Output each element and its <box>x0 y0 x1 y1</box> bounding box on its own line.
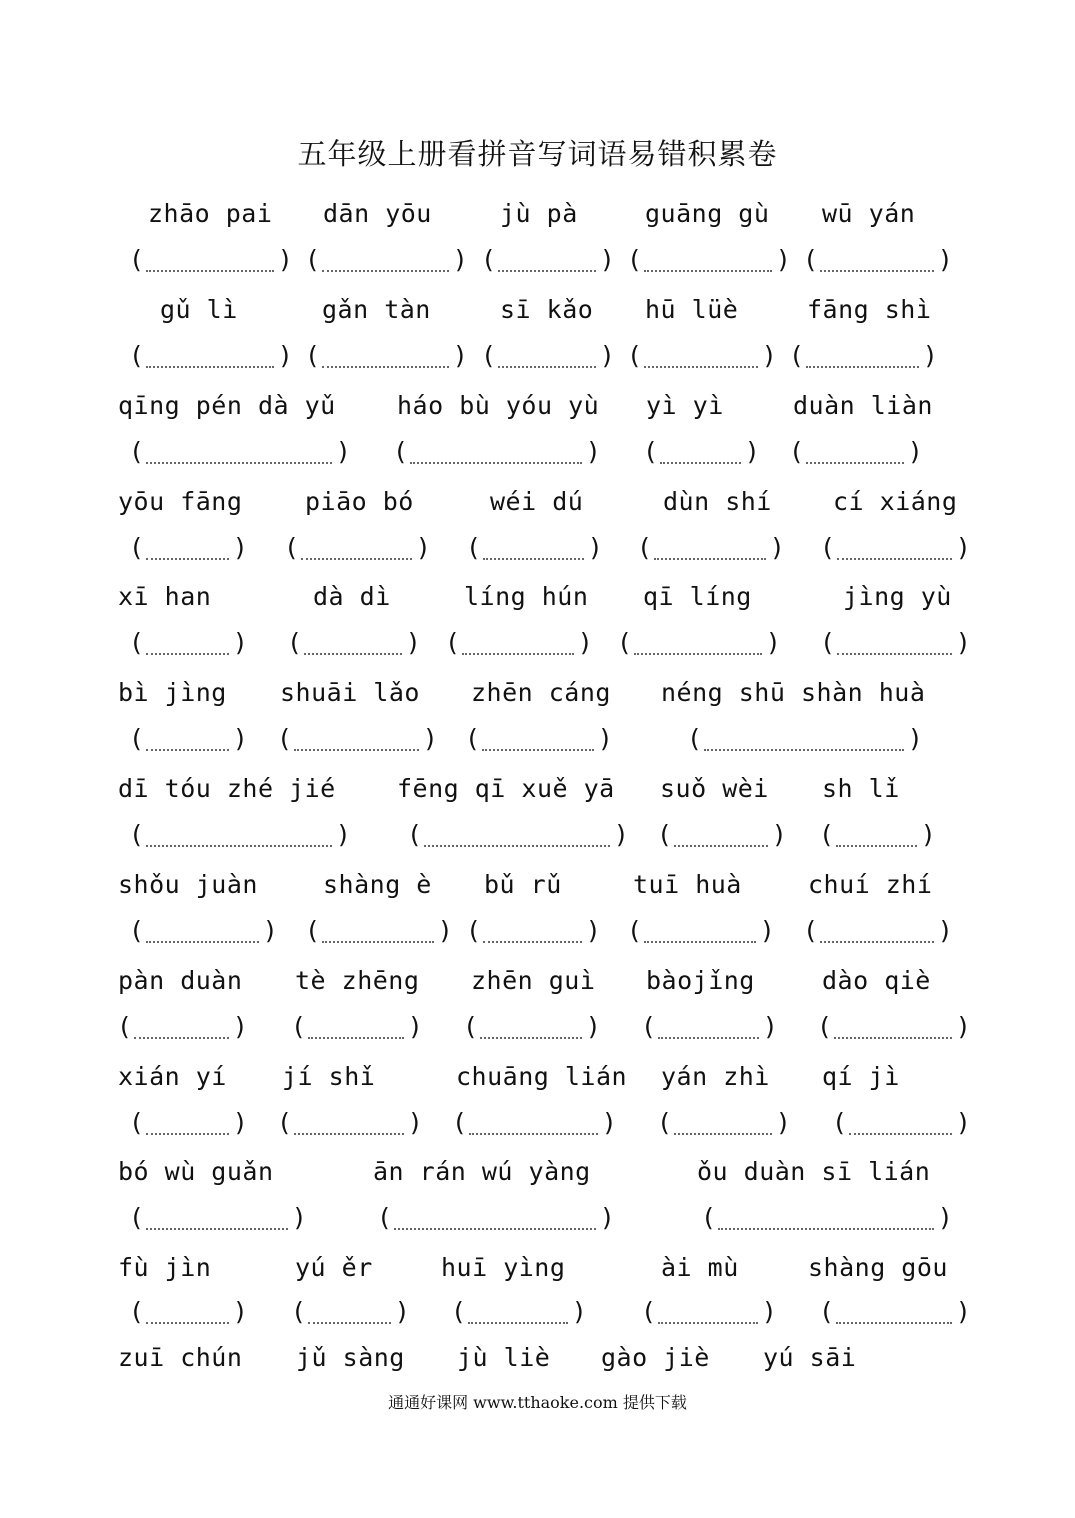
answer-blank[interactable] <box>308 1037 404 1039</box>
answer-blank[interactable] <box>294 749 419 751</box>
answer-blank[interactable] <box>146 845 332 847</box>
answer-blank[interactable] <box>146 653 229 655</box>
pinyin-word: shàng gōu <box>808 1253 948 1282</box>
answer-bracket-close: ) <box>958 1012 968 1041</box>
answer-blank[interactable] <box>834 1037 952 1039</box>
answer-blank[interactable] <box>806 366 919 368</box>
answer-blank[interactable] <box>410 462 582 464</box>
answer-blank[interactable] <box>146 558 229 560</box>
answer-bracket-close: ) <box>408 628 418 657</box>
answer-blank[interactable] <box>498 270 596 272</box>
pinyin-word: shǒu juàn <box>118 870 258 899</box>
answer-bracket-open: ( <box>644 1012 654 1041</box>
pinyin-row <box>0 1246 1075 1290</box>
answer-bracket-open: ( <box>132 820 142 849</box>
answer-bracket-close: ) <box>455 245 465 274</box>
pinyin-word: yōu fāng <box>118 487 243 516</box>
answer-bracket-close: ) <box>235 533 245 562</box>
pinyin-word: bǔ rǔ <box>484 870 562 899</box>
answer-bracket-close: ) <box>768 628 778 657</box>
answer-bracket-open: ( <box>290 628 300 657</box>
answer-bracket-close: ) <box>772 533 782 562</box>
pinyin-word: zhēn guì <box>471 966 596 995</box>
answer-bracket-close: ) <box>940 916 950 945</box>
pinyin-word: jǔ sàng <box>296 1343 405 1372</box>
answer-bracket-close: ) <box>747 437 757 466</box>
answer-blank[interactable] <box>462 653 574 655</box>
answer-blank[interactable] <box>394 1228 596 1230</box>
answer-bracket-close: ) <box>280 245 290 274</box>
pinyin-word: sī kǎo <box>500 295 594 324</box>
answer-bracket-open: ( <box>287 533 297 562</box>
answer-bracket-close: ) <box>235 724 245 753</box>
answer-bracket-close: ) <box>455 341 465 370</box>
answer-bracket-close: ) <box>397 1297 407 1326</box>
pinyin-word: dào qiè <box>822 966 931 995</box>
pinyin-word: qī líng <box>643 582 752 611</box>
answer-bracket-close: ) <box>235 1297 245 1326</box>
answer-bracket-close: ) <box>923 820 933 849</box>
answer-bracket-close: ) <box>580 628 590 657</box>
pinyin-word: wū yán <box>822 199 916 228</box>
pinyin-row <box>0 671 1075 715</box>
answer-blank[interactable] <box>654 558 766 560</box>
answer-bracket-close: ) <box>410 1108 420 1137</box>
answer-bracket-open: ( <box>469 533 479 562</box>
pinyin-word: duàn liàn <box>793 391 933 420</box>
answer-bracket-open: ( <box>660 820 670 849</box>
answer-bracket-open: ( <box>690 724 700 753</box>
answer-bracket-open: ( <box>468 724 478 753</box>
answer-bracket-close: ) <box>588 1012 598 1041</box>
answer-blank[interactable] <box>483 558 584 560</box>
answer-row <box>0 621 1075 665</box>
pinyin-word: gào jiè <box>601 1343 710 1372</box>
answer-blank[interactable] <box>146 941 259 943</box>
answer-bracket-open: ( <box>280 1108 290 1137</box>
pinyin-row <box>0 575 1075 619</box>
answer-bracket-close: ) <box>604 1108 614 1137</box>
answer-blank[interactable] <box>644 366 758 368</box>
answer-bracket-close: ) <box>602 1203 612 1232</box>
pinyin-word: jìng yù <box>843 582 952 611</box>
answer-bracket-open: ( <box>380 1203 390 1232</box>
answer-bracket-close: ) <box>418 533 428 562</box>
answer-blank[interactable] <box>308 1322 391 1324</box>
answer-row <box>0 334 1075 378</box>
pinyin-word: shuāi lǎo <box>280 678 420 707</box>
answer-blank[interactable] <box>634 653 762 655</box>
answer-bracket-open: ( <box>466 1012 476 1041</box>
answer-bracket-open: ( <box>792 341 802 370</box>
answer-bracket-open: ( <box>820 1012 830 1041</box>
answer-bracket-close: ) <box>410 1012 420 1041</box>
answer-row <box>0 238 1075 282</box>
pinyin-word: suǒ wèi <box>660 774 769 803</box>
pinyin-word: pàn duàn <box>118 966 243 995</box>
answer-blank[interactable] <box>837 558 952 560</box>
answer-blank[interactable] <box>322 270 449 272</box>
answer-blank[interactable] <box>482 749 594 751</box>
pinyin-word: tè zhēng <box>295 966 420 995</box>
answer-bracket-close: ) <box>235 1012 245 1041</box>
pinyin-word: tuī huà <box>633 870 742 899</box>
answer-bracket-open: ( <box>646 437 656 466</box>
pinyin-word: fēng qī xuě yā <box>397 774 615 803</box>
pinyin-word: sh lǐ <box>822 774 900 803</box>
pinyin-word: zuī chún <box>118 1343 243 1372</box>
answer-blank[interactable] <box>322 366 449 368</box>
answer-bracket-close: ) <box>600 724 610 753</box>
pinyin-word: piāo bó <box>305 487 414 516</box>
pinyin-word: shàng è <box>323 870 432 899</box>
pinyin-word: jù pà <box>500 199 578 228</box>
answer-row <box>0 717 1075 761</box>
pinyin-word: huī yìng <box>441 1253 566 1282</box>
pinyin-word: zhēn cáng <box>471 678 611 707</box>
answer-row <box>0 909 1075 953</box>
pinyin-word: bàojǐng <box>646 966 755 995</box>
answer-blank[interactable] <box>301 558 412 560</box>
answer-bracket-open: ( <box>630 916 640 945</box>
answer-blank[interactable] <box>674 845 768 847</box>
pinyin-row <box>0 288 1075 332</box>
pinyin-word: yú sāi <box>763 1343 857 1372</box>
answer-bracket-close: ) <box>910 724 920 753</box>
answer-bracket-close: ) <box>590 533 600 562</box>
pinyin-word: gǎn tàn <box>322 295 431 324</box>
answer-bracket-close: ) <box>774 820 784 849</box>
answer-bracket-open: ( <box>308 245 318 274</box>
answer-blank[interactable] <box>836 845 917 847</box>
answer-blank[interactable] <box>146 1228 288 1230</box>
answer-blank[interactable] <box>849 1133 952 1135</box>
answer-bracket-open: ( <box>835 1108 845 1137</box>
answer-bracket-close: ) <box>958 628 968 657</box>
answer-bracket-open: ( <box>280 724 290 753</box>
pinyin-word: bì jìng <box>118 678 227 707</box>
answer-bracket-open: ( <box>823 628 833 657</box>
answer-row <box>0 1005 1075 1049</box>
answer-blank[interactable] <box>480 1037 582 1039</box>
pinyin-word: wéi dú <box>490 487 584 516</box>
pinyin-word: háo bù yóu yù <box>397 391 600 420</box>
pinyin-row <box>0 384 1075 428</box>
answer-bracket-close: ) <box>616 820 626 849</box>
answer-bracket-close: ) <box>762 916 772 945</box>
answer-bracket-close: ) <box>940 245 950 274</box>
pinyin-word: fù jìn <box>118 1253 212 1282</box>
answer-bracket-open: ( <box>806 916 816 945</box>
answer-bracket-close: ) <box>588 437 598 466</box>
answer-row <box>0 1101 1075 1145</box>
answer-bracket-open: ( <box>454 1297 464 1326</box>
answer-bracket-open: ( <box>630 341 640 370</box>
answer-blank[interactable] <box>146 1322 229 1324</box>
answer-bracket-close: ) <box>265 916 275 945</box>
answer-bracket-close: ) <box>574 1297 584 1326</box>
answer-blank[interactable] <box>146 270 274 272</box>
answer-blank[interactable] <box>322 941 434 943</box>
answer-blank[interactable] <box>134 1037 229 1039</box>
pinyin-word: jù liè <box>457 1343 551 1372</box>
answer-blank[interactable] <box>837 653 952 655</box>
answer-blank[interactable] <box>806 462 904 464</box>
answer-bracket-close: ) <box>958 1297 968 1326</box>
pinyin-word: dùn shí <box>663 487 772 516</box>
answer-blank[interactable] <box>468 1322 568 1324</box>
answer-bracket-open: ( <box>132 1203 142 1232</box>
answer-blank[interactable] <box>704 749 904 751</box>
answer-bracket-open: ( <box>120 1012 130 1041</box>
answer-blank[interactable] <box>820 941 934 943</box>
answer-blank[interactable] <box>469 1133 598 1135</box>
pinyin-word: dān yōu <box>323 199 432 228</box>
answer-bracket-open: ( <box>822 1297 832 1326</box>
answer-bracket-open: ( <box>484 341 494 370</box>
answer-bracket-open: ( <box>308 916 318 945</box>
answer-bracket-open: ( <box>294 1012 304 1041</box>
pinyin-word: qīng pén dà yǔ <box>118 391 336 420</box>
answer-bracket-open: ( <box>132 724 142 753</box>
answer-bracket-close: ) <box>602 341 612 370</box>
answer-blank[interactable] <box>294 1133 404 1135</box>
pinyin-word: qí jì <box>822 1062 900 1091</box>
answer-blank[interactable] <box>836 1322 952 1324</box>
answer-bracket-close: ) <box>940 1203 950 1232</box>
answer-bracket-open: ( <box>469 916 479 945</box>
pinyin-row <box>0 480 1075 524</box>
answer-bracket-close: ) <box>778 1108 788 1137</box>
answer-bracket-close: ) <box>764 1297 774 1326</box>
answer-bracket-open: ( <box>806 245 816 274</box>
footer-credit: 通通好课网 www.tthaoke.com 提供下载 <box>388 1393 687 1412</box>
answer-row <box>0 1196 1075 1240</box>
pinyin-word: xī han <box>118 582 212 611</box>
pinyin-word: ān rán wú yàng <box>373 1157 591 1186</box>
answer-bracket-close: ) <box>910 437 920 466</box>
answer-bracket-close: ) <box>602 245 612 274</box>
answer-bracket-open: ( <box>132 1297 142 1326</box>
answer-bracket-open: ( <box>132 245 142 274</box>
answer-bracket-open: ( <box>132 341 142 370</box>
answer-bracket-open: ( <box>792 437 802 466</box>
pinyin-word: yì yì <box>646 391 724 420</box>
answer-bracket-close: ) <box>280 341 290 370</box>
answer-bracket-open: ( <box>660 1108 670 1137</box>
answer-bracket-open: ( <box>448 628 458 657</box>
answer-bracket-close: ) <box>925 341 935 370</box>
answer-bracket-close: ) <box>235 1108 245 1137</box>
pinyin-row <box>0 1055 1075 1099</box>
answer-blank[interactable] <box>498 366 596 368</box>
answer-bracket-open: ( <box>132 533 142 562</box>
pinyin-word: jí shǐ <box>282 1062 376 1091</box>
pinyin-word: yán zhì <box>661 1062 770 1091</box>
pinyin-word: dà dì <box>313 582 391 611</box>
answer-blank[interactable] <box>146 462 332 464</box>
answer-blank[interactable] <box>820 270 934 272</box>
pinyin-word: zhāo pai <box>148 199 273 228</box>
answer-row <box>0 526 1075 570</box>
answer-blank[interactable] <box>674 1133 772 1135</box>
answer-bracket-open: ( <box>132 628 142 657</box>
answer-bracket-open: ( <box>640 533 650 562</box>
pinyin-row <box>0 767 1075 811</box>
answer-bracket-open: ( <box>308 341 318 370</box>
answer-bracket-close: ) <box>338 820 348 849</box>
answer-bracket-close: ) <box>235 628 245 657</box>
pinyin-word: chuí zhí <box>808 870 933 899</box>
pinyin-row <box>0 959 1075 1003</box>
answer-bracket-open: ( <box>410 820 420 849</box>
answer-bracket-open: ( <box>630 245 640 274</box>
answer-bracket-close: ) <box>778 245 788 274</box>
answer-bracket-open: ( <box>455 1108 465 1137</box>
answer-blank[interactable] <box>660 462 741 464</box>
answer-bracket-close: ) <box>765 1012 775 1041</box>
answer-bracket-open: ( <box>704 1203 714 1232</box>
pinyin-word: dī tóu zhé jié <box>118 774 336 803</box>
pinyin-row <box>0 1336 1075 1380</box>
pinyin-word: fāng shì <box>807 295 932 324</box>
answer-blank[interactable] <box>424 845 610 847</box>
answer-bracket-open: ( <box>823 533 833 562</box>
answer-bracket-open: ( <box>132 1108 142 1137</box>
pinyin-word: gǔ lì <box>160 295 238 324</box>
answer-bracket-close: ) <box>958 1108 968 1137</box>
answer-bracket-open: ( <box>644 1297 654 1326</box>
answer-bracket-open: ( <box>620 628 630 657</box>
pinyin-word: hū lüè <box>645 295 739 324</box>
pinyin-row <box>0 1150 1075 1194</box>
answer-bracket-close: ) <box>425 724 435 753</box>
pinyin-row <box>0 192 1075 236</box>
answer-blank[interactable] <box>658 1322 758 1324</box>
answer-blank[interactable] <box>644 941 756 943</box>
answer-bracket-open: ( <box>132 437 142 466</box>
pinyin-word: cí xiáng <box>833 487 958 516</box>
pinyin-word: ài mù <box>661 1253 739 1282</box>
answer-bracket-close: ) <box>440 916 450 945</box>
answer-blank[interactable] <box>304 653 402 655</box>
pinyin-row <box>0 863 1075 907</box>
answer-bracket-close: ) <box>294 1203 304 1232</box>
page-title: 五年级上册看拼音写词语易错积累卷 <box>297 137 778 171</box>
pinyin-word: guāng gù <box>645 199 770 228</box>
answer-bracket-close: ) <box>764 341 774 370</box>
answer-row <box>0 813 1075 857</box>
pinyin-word: líng hún <box>464 582 589 611</box>
pinyin-word: ǒu duàn sī lián <box>697 1157 931 1186</box>
pinyin-word: yú ěr <box>295 1253 373 1282</box>
answer-blank[interactable] <box>644 270 772 272</box>
answer-blank[interactable] <box>146 366 274 368</box>
answer-bracket-open: ( <box>822 820 832 849</box>
answer-blank[interactable] <box>483 941 582 943</box>
pinyin-word: xián yí <box>118 1062 227 1091</box>
answer-bracket-open: ( <box>294 1297 304 1326</box>
answer-bracket-close: ) <box>338 437 348 466</box>
pinyin-word: bó wù guǎn <box>118 1157 274 1186</box>
answer-bracket-open: ( <box>396 437 406 466</box>
answer-row <box>0 430 1075 474</box>
answer-bracket-close: ) <box>958 533 968 562</box>
pinyin-word: néng shū shàn huà <box>661 678 926 707</box>
answer-blank[interactable] <box>146 749 229 751</box>
answer-blank[interactable] <box>146 1133 229 1135</box>
answer-row <box>0 1290 1075 1334</box>
answer-bracket-open: ( <box>484 245 494 274</box>
answer-bracket-open: ( <box>132 916 142 945</box>
answer-blank[interactable] <box>718 1228 934 1230</box>
answer-blank[interactable] <box>658 1037 759 1039</box>
answer-bracket-close: ) <box>588 916 598 945</box>
pinyin-word: chuāng lián <box>456 1062 628 1091</box>
